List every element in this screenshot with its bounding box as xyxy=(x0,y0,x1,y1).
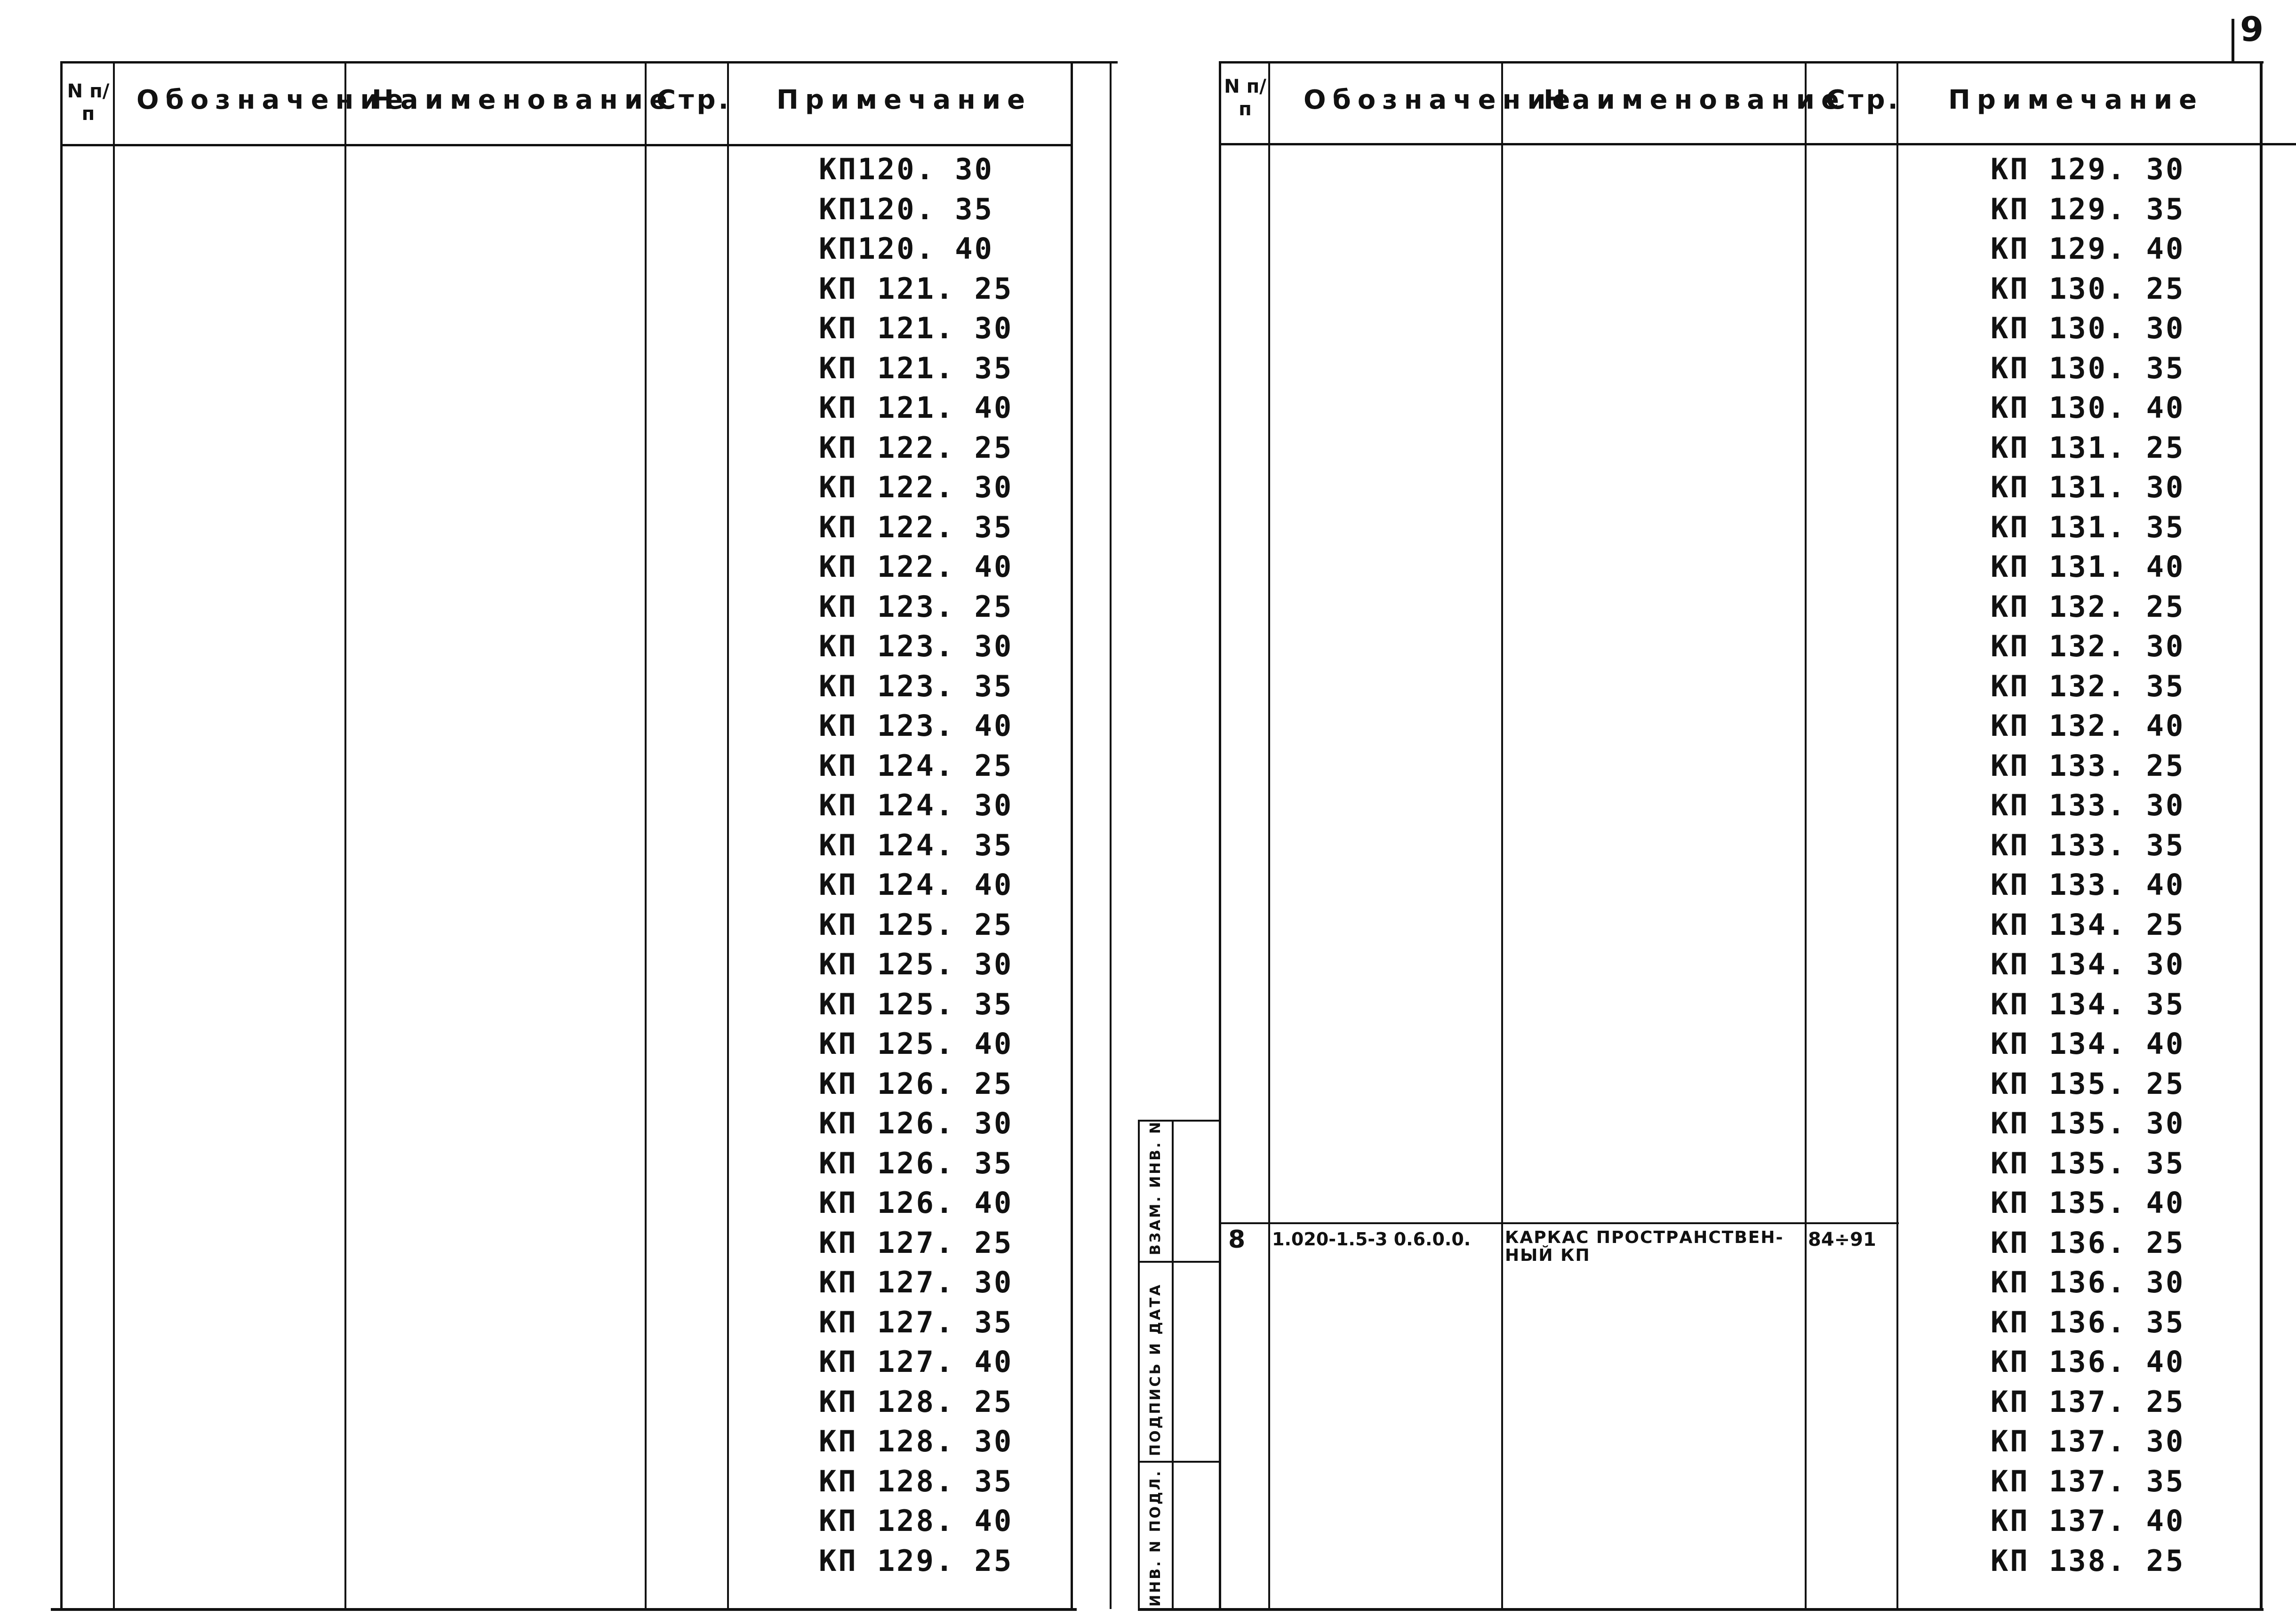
left-header-num: N п/п xyxy=(67,80,110,125)
right-code-item: КП 137. 30 xyxy=(1991,1424,2185,1458)
left-code-item: КП 125. 25 xyxy=(819,907,1014,942)
right-entry-page: 84÷91 xyxy=(1808,1229,1876,1251)
stamp-signature-date: ПОДПИСЬ И ДАТА xyxy=(1147,1282,1164,1456)
left-code-item: КП 124. 30 xyxy=(819,788,1014,822)
left-code-item: КП 125. 30 xyxy=(819,947,1014,981)
right-header-num: N п/п xyxy=(1224,76,1266,120)
stamp-divider-2 xyxy=(1138,1461,1221,1463)
right-code-item: КП 135. 40 xyxy=(1991,1186,2185,1220)
left-code-item: КП 129. 25 xyxy=(819,1543,1014,1578)
left-code-item: КП 121. 30 xyxy=(819,311,1014,345)
left-code-item: КП 121. 40 xyxy=(819,390,1014,425)
right-code-item: КП 132. 25 xyxy=(1991,589,2185,624)
right-code-item: КП 136. 40 xyxy=(1991,1345,2185,1379)
right-code-item: КП 135. 35 xyxy=(1991,1146,2185,1180)
right-header-page: Стр. xyxy=(1826,85,1901,115)
right-code-item: КП 136. 30 xyxy=(1991,1265,2185,1299)
right-code-item: КП 137. 40 xyxy=(1991,1504,2185,1538)
page-number: 9 xyxy=(2240,9,2264,49)
left-table-header-divider xyxy=(60,144,1072,146)
left-note-codes xyxy=(819,150,1013,1581)
right-code-item: КП 135. 30 xyxy=(1991,1106,2185,1140)
right-entry-num: 8 xyxy=(1228,1226,1246,1254)
right-entry-row-divider xyxy=(1219,1222,1899,1224)
right-code-item: КП 137. 25 xyxy=(1991,1384,2185,1419)
right-code-item: КП 133. 40 xyxy=(1991,868,2185,902)
right-code-item: КП 132. 30 xyxy=(1991,629,2185,663)
right-code-item: КП 130. 25 xyxy=(1991,271,2185,306)
stamp-left-border xyxy=(1138,1120,1140,1610)
right-code-item: КП 131. 25 xyxy=(1991,430,2185,465)
left-code-item: КП 128. 30 xyxy=(819,1424,1014,1458)
left-table-outer-margin xyxy=(1110,61,1112,1609)
right-header-note: Примечание xyxy=(1948,85,2204,115)
right-code-item: КП 135. 25 xyxy=(1991,1066,2185,1101)
right-entry-designation: 1.020-1.5-3 0.6.0.0. xyxy=(1272,1229,1471,1250)
right-code-item: КП 133. 35 xyxy=(1991,828,2185,862)
left-col-divider-1 xyxy=(113,61,115,1609)
right-col-divider-1 xyxy=(1268,61,1270,1609)
left-code-item: КП 125. 35 xyxy=(819,987,1014,1021)
right-code-item: КП 130. 30 xyxy=(1991,311,2185,345)
left-code-item: КП 128. 40 xyxy=(819,1504,1014,1538)
left-code-item: КП 128. 35 xyxy=(819,1464,1014,1498)
right-code-item: КП 132. 35 xyxy=(1991,669,2185,703)
left-table-top-border xyxy=(61,61,1118,64)
right-col-divider-3 xyxy=(1805,61,1807,1609)
stamp-divider-1 xyxy=(1138,1261,1221,1263)
right-code-item: КП 131. 40 xyxy=(1991,550,2185,584)
left-header-note: Примечание xyxy=(776,85,1032,115)
right-code-item: КП 133. 30 xyxy=(1991,788,2185,822)
left-code-item: КП 128. 25 xyxy=(819,1384,1014,1419)
right-code-item: КП 134. 40 xyxy=(1991,1027,2185,1061)
stamp-replaced-inv: ВЗАМ. ИНВ. N xyxy=(1147,1120,1164,1255)
right-code-item: КП 134. 30 xyxy=(1991,947,2185,981)
right-table-header-divider xyxy=(1219,143,2296,145)
left-code-item: КП 124. 40 xyxy=(819,868,1014,902)
right-code-item: КП 130. 35 xyxy=(1991,350,2185,385)
left-code-item: КП120. 30 xyxy=(819,152,994,186)
right-code-item: КП 132. 40 xyxy=(1991,709,2185,743)
left-col-divider-4 xyxy=(727,61,729,1609)
right-note-codes xyxy=(1991,150,2185,1581)
left-code-item: КП 126. 25 xyxy=(819,1066,1014,1101)
right-code-item: КП 131. 35 xyxy=(1991,510,2185,544)
page-number-mark xyxy=(2232,19,2234,64)
right-code-item: КП 134. 35 xyxy=(1991,987,2185,1021)
left-code-item: КП 127. 40 xyxy=(819,1345,1014,1379)
right-header-name: Наименование xyxy=(1544,85,1846,115)
left-code-item: КП 123. 40 xyxy=(819,709,1014,743)
left-code-item: КП 123. 25 xyxy=(819,589,1014,624)
right-code-item: КП 129. 30 xyxy=(1991,152,2185,186)
left-code-item: КП 122. 30 xyxy=(819,470,1014,504)
left-code-item: КП 121. 35 xyxy=(819,350,1014,385)
left-header-designation: Обозначение xyxy=(136,85,410,115)
left-code-item: КП 123. 30 xyxy=(819,629,1014,663)
left-code-item: КП 127. 25 xyxy=(819,1225,1014,1260)
right-table-bottom-border xyxy=(1138,1608,2264,1611)
right-table-left-border xyxy=(1219,61,1221,1609)
right-col-divider-2 xyxy=(1501,61,1503,1609)
right-header-designation: Обозначение xyxy=(1304,85,1577,115)
right-code-item: КП 138. 25 xyxy=(1991,1543,2185,1578)
left-code-item: КП 125. 40 xyxy=(819,1027,1014,1061)
left-table-left-border xyxy=(60,61,63,1609)
right-table-right-border xyxy=(2260,61,2263,1609)
left-code-item: КП 121. 25 xyxy=(819,271,1014,306)
right-code-item: КП 131. 30 xyxy=(1991,470,2185,504)
left-code-item: КП 124. 25 xyxy=(819,748,1014,783)
right-table-top-border xyxy=(1219,61,2264,64)
stamp-inv-original: ИНВ. N ПОДЛ. xyxy=(1147,1469,1164,1607)
right-entry-name-line2: НЫЙ КП xyxy=(1505,1246,1591,1265)
left-code-item: КП 124. 35 xyxy=(819,828,1014,862)
left-code-item: КП 126. 30 xyxy=(819,1106,1014,1140)
right-code-item: КП 136. 35 xyxy=(1991,1305,2185,1339)
left-code-item: КП120. 40 xyxy=(819,231,994,266)
left-code-item: КП 126. 35 xyxy=(819,1146,1014,1180)
right-code-item: КП 134. 25 xyxy=(1991,907,2185,942)
left-code-item: КП 127. 30 xyxy=(819,1265,1014,1299)
right-code-item: КП 133. 25 xyxy=(1991,748,2185,783)
right-entry-name-line1: КАРКАС ПРОСТРАНСТВЕН- xyxy=(1505,1228,1784,1247)
left-code-item: КП 127. 35 xyxy=(819,1305,1014,1339)
left-table-bottom-border xyxy=(51,1608,1077,1611)
right-code-item: КП 129. 35 xyxy=(1991,191,2185,226)
right-code-item: КП 136. 25 xyxy=(1991,1225,2185,1260)
left-code-item: КП 122. 35 xyxy=(819,510,1014,544)
left-code-item: КП 126. 40 xyxy=(819,1186,1014,1220)
left-col-divider-2 xyxy=(344,61,346,1609)
left-table-right-border xyxy=(1071,61,1073,1609)
stamp-inner-border xyxy=(1172,1120,1174,1610)
left-col-divider-3 xyxy=(645,61,647,1609)
left-code-item: КП120. 35 xyxy=(819,191,994,226)
right-code-item: КП 130. 40 xyxy=(1991,390,2185,425)
right-col-divider-4 xyxy=(1896,61,1898,1609)
left-header-name: Наименование xyxy=(372,85,674,115)
right-code-item: КП 129. 40 xyxy=(1991,231,2185,266)
left-code-item: КП 122. 40 xyxy=(819,550,1014,584)
left-header-page: Стр. xyxy=(656,85,731,115)
right-code-item: КП 137. 35 xyxy=(1991,1464,2185,1498)
left-code-item: КП 123. 35 xyxy=(819,669,1014,703)
left-code-item: КП 122. 25 xyxy=(819,430,1014,465)
